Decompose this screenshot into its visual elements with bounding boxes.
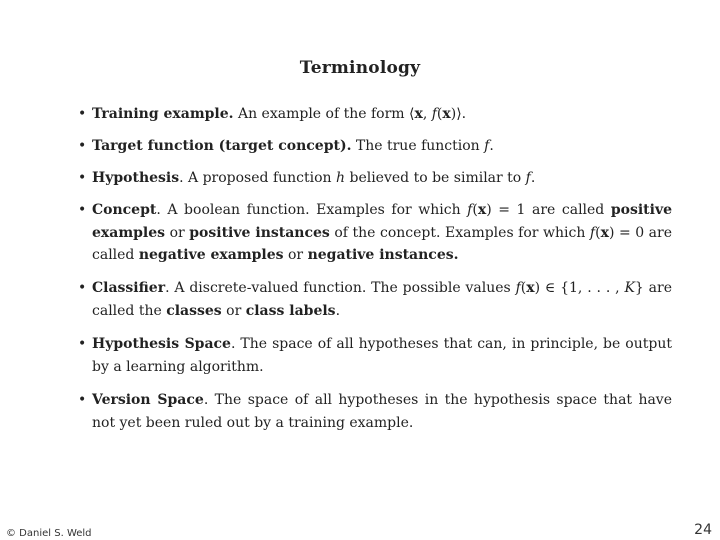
math-symbol: f bbox=[589, 224, 596, 241]
bullet-icon: • bbox=[78, 280, 87, 296]
bullet-icon: • bbox=[78, 138, 87, 154]
term-text bbox=[92, 392, 672, 431]
term-text-run: ) = 0 are called bbox=[92, 224, 673, 263]
term-concept bbox=[78, 199, 672, 267]
term-emphasis: classes bbox=[166, 302, 222, 319]
bullet-icon: • bbox=[78, 392, 87, 408]
term-emphasis: x bbox=[526, 280, 535, 296]
math-symbol: K bbox=[624, 280, 635, 296]
term-target-function bbox=[78, 135, 672, 158]
term-emphasis: Classifier bbox=[92, 280, 166, 296]
term-text-run: ( bbox=[520, 280, 527, 296]
term-emphasis: Concept bbox=[92, 202, 157, 218]
bullet-icon: • bbox=[78, 106, 87, 122]
term-text bbox=[92, 280, 672, 319]
term-emphasis: positive instances bbox=[189, 224, 330, 241]
term-text-run: or bbox=[221, 302, 246, 319]
term-hypothesis-space bbox=[78, 333, 672, 378]
term-text-run: . bbox=[335, 302, 341, 319]
term-emphasis: x bbox=[442, 106, 451, 122]
term-text-run: ( bbox=[595, 224, 601, 241]
term-text-run: . bbox=[489, 138, 494, 154]
term-text-run: . The space of all hypotheses that can, in principle, be output by a learning algorithm. bbox=[92, 336, 672, 375]
term-text-run: . A boolean function. Examples for which bbox=[156, 202, 468, 218]
term-text-run: )⟩. bbox=[450, 106, 467, 122]
term-text-run: ( bbox=[436, 106, 443, 122]
math-symbol: f bbox=[525, 170, 531, 186]
term-text bbox=[92, 138, 494, 154]
page-number: 24 bbox=[694, 522, 712, 538]
bullet-icon: • bbox=[78, 336, 87, 352]
term-emphasis: Training example. bbox=[92, 106, 234, 122]
math-symbol: f bbox=[431, 106, 437, 122]
term-training-example bbox=[78, 103, 672, 126]
term-text-run: An example of the form ⟨ bbox=[233, 106, 415, 122]
term-emphasis: Target function (target concept). bbox=[92, 138, 352, 154]
term-text-run: of the concept. Examples for which bbox=[329, 224, 590, 241]
slide-title: Terminology bbox=[299, 58, 421, 78]
term-emphasis: x bbox=[414, 106, 423, 122]
math-symbol: f bbox=[467, 202, 473, 218]
term-text-run: or bbox=[165, 224, 190, 241]
term-text-run: The true function bbox=[351, 138, 485, 154]
term-text-run: . A proposed function bbox=[179, 170, 336, 186]
term-text-run: , bbox=[422, 106, 432, 122]
math-symbol: f bbox=[515, 280, 521, 296]
term-emphasis: class labels bbox=[245, 302, 336, 319]
term-text-run: believed to be similar to bbox=[345, 170, 526, 186]
math-symbol: h bbox=[336, 170, 346, 186]
math-symbol: f bbox=[484, 138, 490, 154]
term-text-run: ) ∈ {1, . . . , bbox=[534, 280, 625, 296]
term-text-run: } are called the bbox=[92, 280, 672, 319]
term-text-run: ( bbox=[472, 202, 478, 218]
term-emphasis: negative instances. bbox=[307, 247, 459, 263]
term-emphasis: x bbox=[600, 224, 609, 241]
term-emphasis: Hypothesis bbox=[92, 170, 180, 186]
term-emphasis: Version Space bbox=[92, 392, 204, 408]
term-emphasis: positive examples bbox=[92, 202, 672, 241]
term-emphasis: x bbox=[477, 202, 487, 218]
term-text bbox=[92, 336, 672, 375]
term-text bbox=[92, 170, 535, 186]
term-text bbox=[92, 202, 672, 263]
term-classifier bbox=[78, 277, 672, 322]
term-version-space bbox=[78, 389, 672, 434]
term-text-run: . A discrete-valued function. The possible values bbox=[165, 280, 516, 296]
copyright-notice: © Daniel S. Weld bbox=[6, 528, 92, 539]
term-text-run: . The space of all hypotheses in the hypothesis space that have not yet been ruled out by a training example. bbox=[92, 392, 673, 431]
term-emphasis: negative examples bbox=[138, 247, 284, 263]
bullet-icon: • bbox=[78, 202, 87, 218]
term-text-run: or bbox=[283, 247, 308, 263]
term-hypothesis bbox=[78, 167, 672, 190]
term-emphasis: Hypothesis Space bbox=[92, 336, 231, 352]
term-text bbox=[92, 106, 466, 122]
term-text-run: ) = 1 are called bbox=[486, 202, 611, 218]
term-text-run: . bbox=[530, 170, 536, 186]
bullet-icon: • bbox=[78, 170, 87, 186]
